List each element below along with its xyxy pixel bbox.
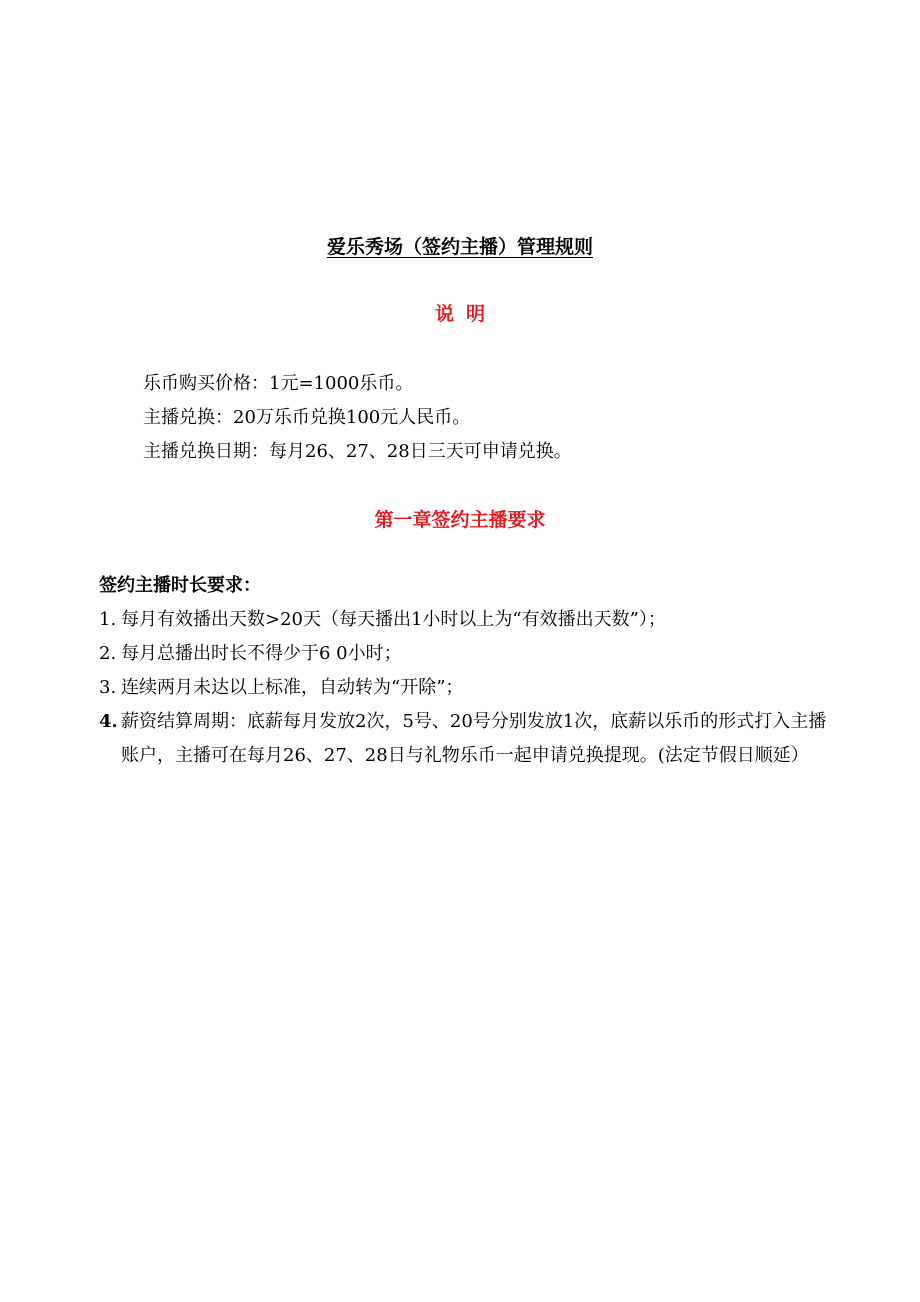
document-title (0, 232, 920, 262)
list-item (99, 603, 829, 637)
list-item (99, 637, 829, 671)
requirements-heading: 签约主播时长要求： (99, 575, 261, 596)
list-item-number: 4. (99, 711, 118, 732)
list-item (99, 671, 829, 705)
list-item-text: 每月有效播出天数>20天（每天播出1小时以上为“有效播出天数”）； (121, 609, 666, 630)
list-item-number: 2. (99, 643, 117, 664)
intro-line-price: 乐币购买价格：1元=1000乐币。 (143, 373, 414, 394)
intro-line-exchange-date: 主播兑换日期：每月26、27、28日三天可申请兑换。 (143, 441, 572, 462)
list-item (99, 705, 829, 773)
requirements-list (99, 603, 829, 773)
list-item-number: 3. (99, 677, 117, 698)
list-item-number: 1. (99, 609, 117, 630)
intro-lines (143, 367, 863, 469)
list-item-text: 连续两月未达以上标准，自动转为“开除”； (121, 677, 464, 698)
intro-heading: 说明 (434, 303, 497, 325)
list-item-text: 薪资结算周期：底薪每月发放2次，5号、20号分别发放1次，底薪以乐币的形式打入主播账户，主播可在每月26、27、28日与礼物乐币一起申请兑换提现。(法定节假日顺延） (121, 711, 827, 766)
intro-line-exchange: 主播兑换：20万乐币兑换100元人民币。 (143, 407, 471, 428)
list-item-text: 每月总播出时长不得少于6 0小时； (121, 643, 402, 664)
document-title-text: 爱乐秀场（签约主播）管理规则 (326, 236, 593, 258)
chapter-1-heading: 第一章签约主播要求 (374, 509, 546, 531)
